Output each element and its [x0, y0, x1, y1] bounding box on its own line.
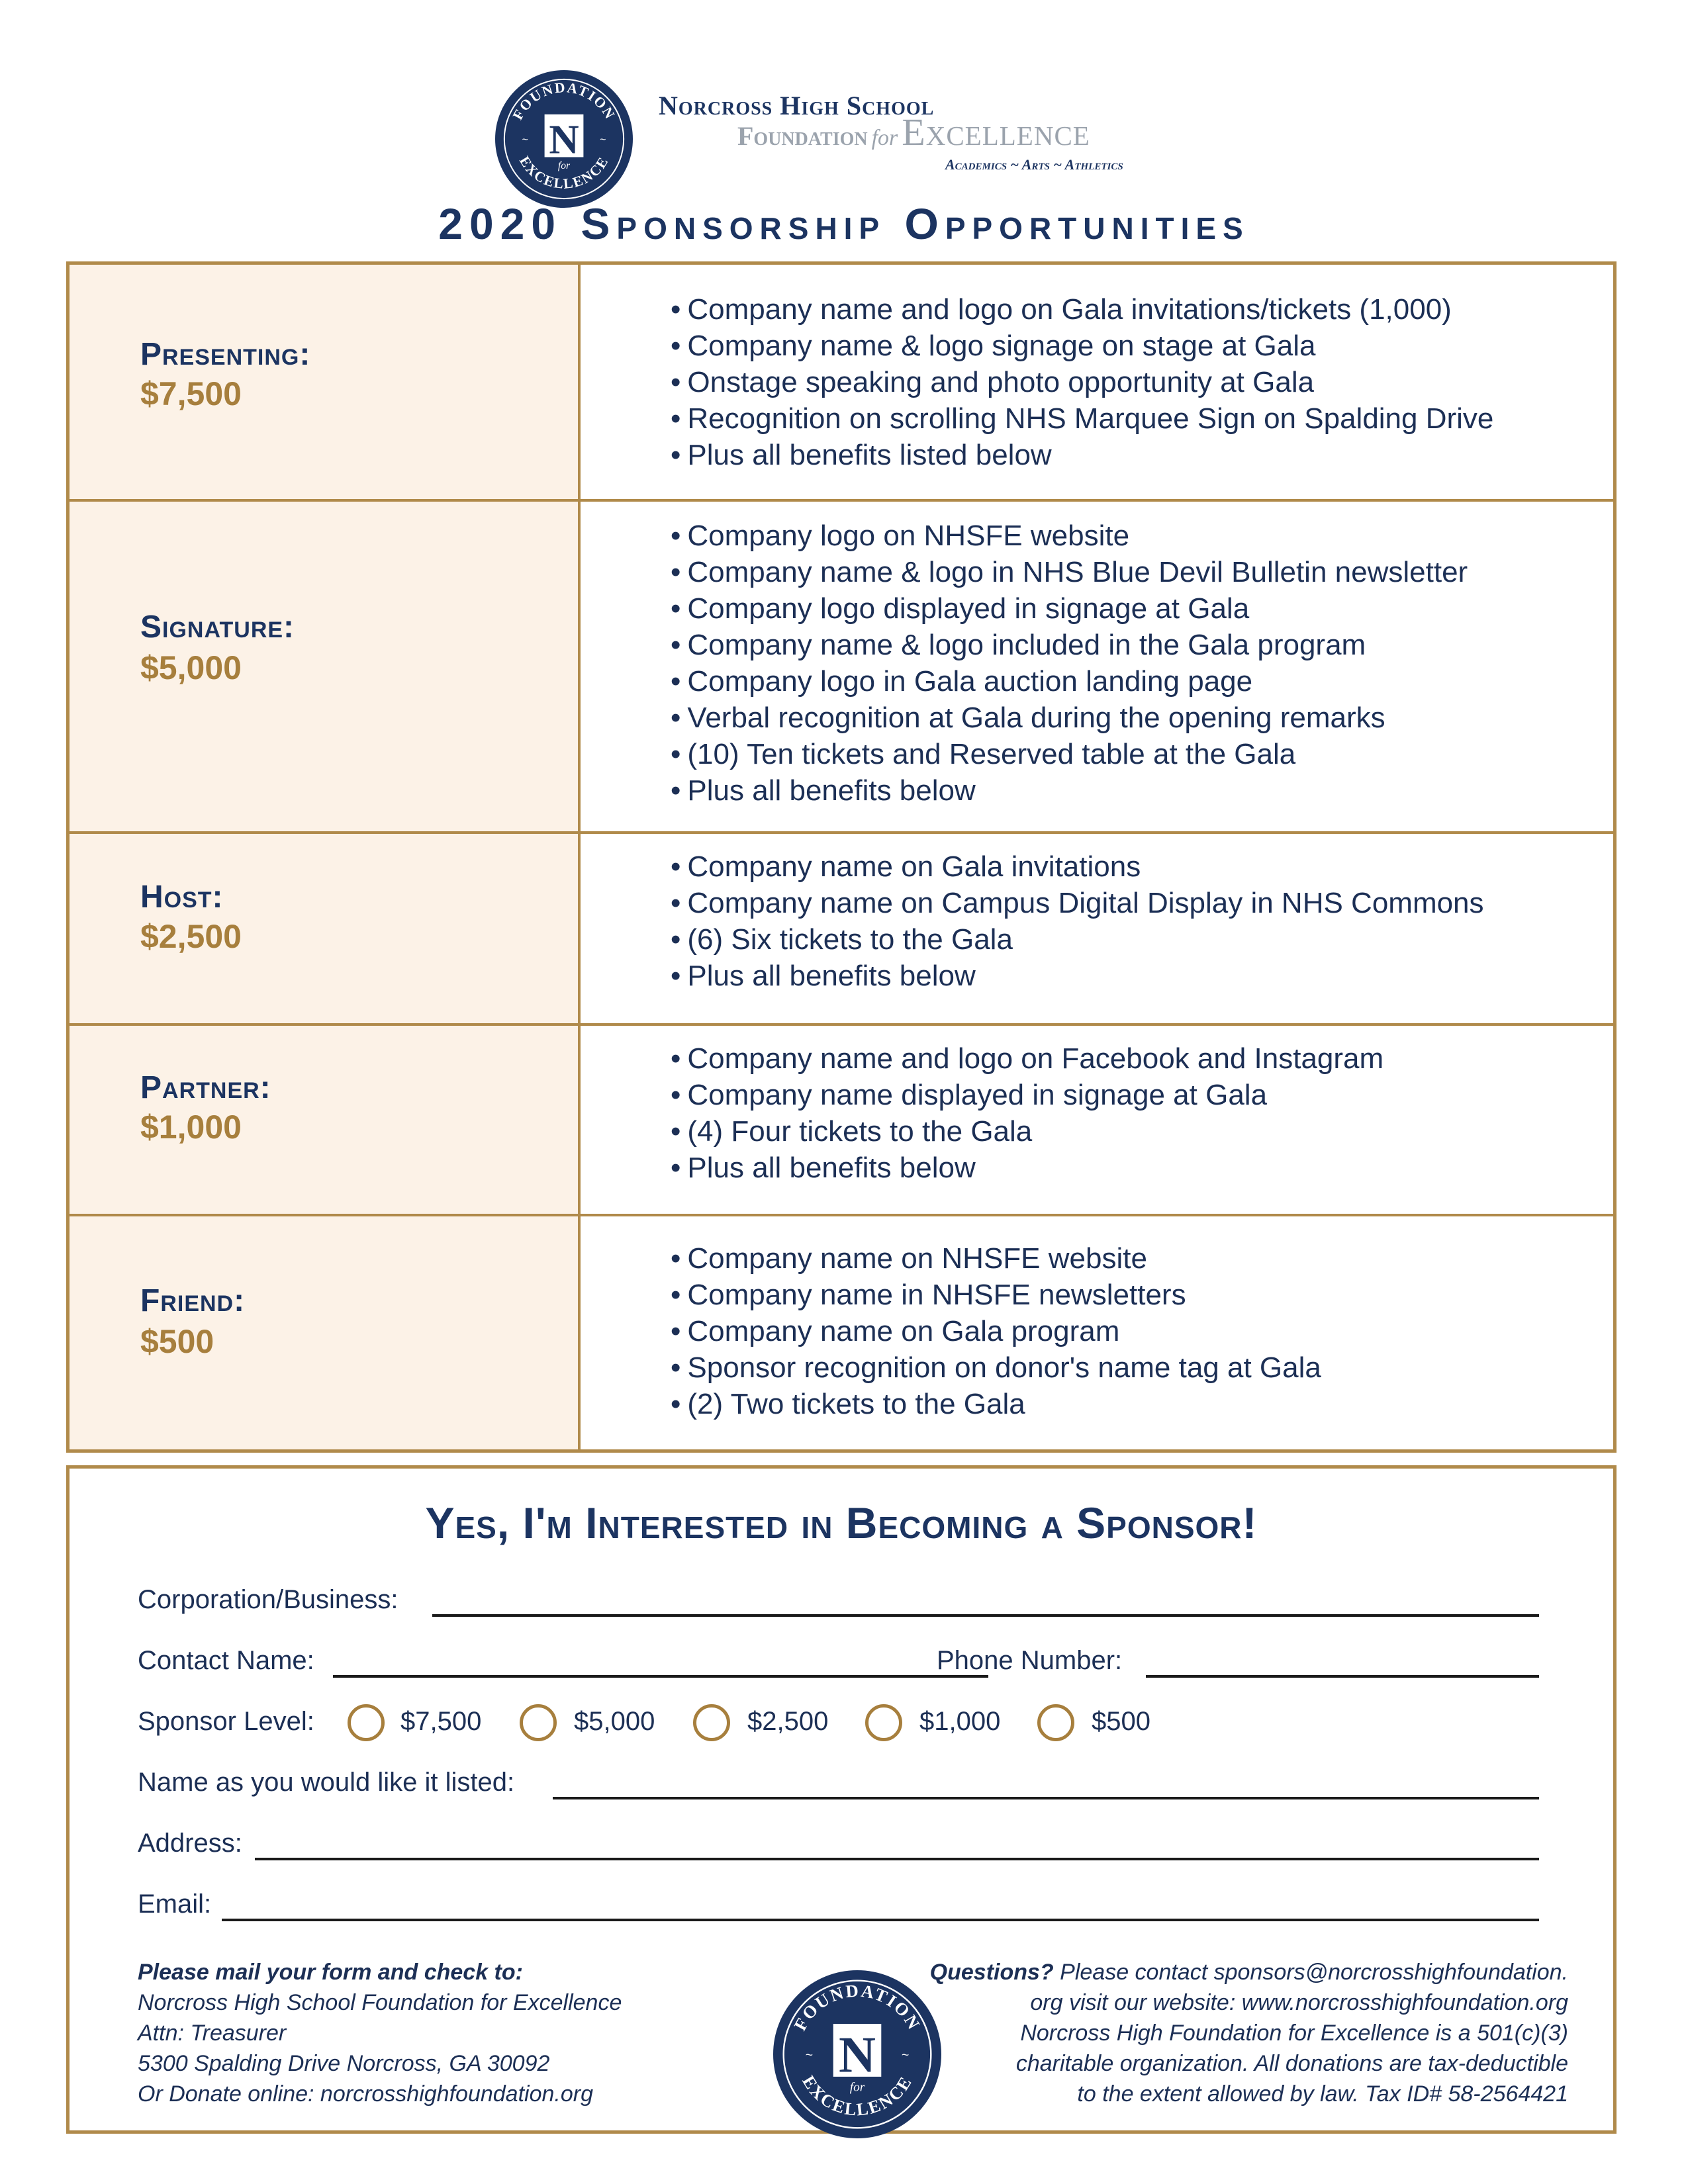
sponsor-level-label: Sponsor Level:	[138, 1707, 314, 1736]
svg-text:EXCELLENCE: EXCELLENCE	[516, 154, 612, 192]
svg-text:~: ~	[805, 2048, 814, 2063]
benefit-item: • Recognition on scrolling NHS Marquee Sign on Spalding Drive	[671, 400, 1493, 437]
tier-name: Partner:	[140, 1070, 271, 1105]
svg-text:N: N	[549, 116, 579, 163]
tier-benefits-list	[671, 1240, 1321, 1422]
tier-price: $2,500	[140, 918, 242, 955]
tier-price: $7,500	[140, 375, 242, 412]
phone-number-label: Phone Number:	[937, 1646, 1123, 1675]
corporation-label: Corporation/Business:	[138, 1585, 399, 1614]
brand-for-word: for	[871, 126, 898, 150]
benefit-item: • Company name and logo on Gala invitations/tickets (1,000)	[671, 291, 1493, 328]
email-label: Email:	[138, 1889, 212, 1919]
tier-label-cell	[70, 1026, 581, 1214]
tier-label-cell	[70, 265, 581, 499]
mailing-instructions	[138, 1957, 622, 2109]
phone-number-field[interactable]	[1146, 1675, 1539, 1678]
benefit-item: • (10) Ten tickets and Reserved table at the Gala	[671, 736, 1468, 772]
address-field[interactable]	[255, 1858, 1539, 1860]
questions-line: org visit our website: www.norcrosshighfoundation.org	[1030, 1990, 1568, 2015]
svg-text:EXCELLENCE: EXCELLENCE	[798, 2071, 916, 2120]
mail-line: Or Donate online: norcrosshighfoundation.org	[138, 2081, 593, 2107]
benefit-item: • Sponsor recognition on donor's name tag at Gala	[671, 1349, 1321, 1386]
mail-heading: Please mail your form and check to:	[138, 1960, 523, 1985]
tier-label-cell	[70, 1216, 581, 1449]
tier-benefits-list	[671, 291, 1493, 473]
level-2500-radio[interactable]	[693, 1704, 730, 1741]
mail-line: Norcross High School Foundation for Excellence	[138, 1990, 622, 2015]
tier-benefits-list	[671, 1040, 1383, 1186]
svg-text:for: for	[557, 160, 571, 172]
tier-name: Host:	[140, 880, 224, 915]
svg-text:~: ~	[600, 134, 606, 146]
listing-name-field[interactable]	[553, 1797, 1539, 1799]
brand-foundation-word: Foundation	[737, 121, 868, 151]
tier-row-partner	[70, 1023, 1613, 1214]
seal-graphic	[499, 74, 629, 204]
benefit-item: • Company logo displayed in signage at Gala	[671, 590, 1468, 627]
benefit-item: • Company name displayed in signage at Gala	[671, 1077, 1383, 1113]
level-1000-radio[interactable]	[865, 1704, 902, 1741]
brand-excellence-word: Excellence	[902, 111, 1090, 154]
level-7500-label: $7,500	[400, 1707, 482, 1736]
tier-benefits-list	[671, 848, 1484, 994]
benefit-item: • Plus all benefits below	[671, 1150, 1383, 1186]
address-label: Address:	[138, 1829, 242, 1858]
mail-line: 5300 Spalding Drive Norcross, GA 30092	[138, 2051, 550, 2076]
level-500-radio[interactable]	[1037, 1704, 1074, 1741]
benefit-item: • Verbal recognition at Gala during the opening remarks	[671, 700, 1468, 736]
benefit-item: • Company name on Campus Digital Display in NHS Commons	[671, 885, 1484, 921]
benefit-item: • (4) Four tickets to the Gala	[671, 1113, 1383, 1150]
benefit-item: • Onstage speaking and photo opportunity at Gala	[671, 364, 1493, 400]
email-field[interactable]	[222, 1919, 1539, 1921]
brand-tagline: Academics ~ Arts ~ Athletics	[945, 156, 1123, 173]
brand-foundation-line	[737, 110, 1090, 154]
sponsor-interest-form	[66, 1465, 1617, 2134]
tier-name: Presenting:	[140, 337, 311, 372]
svg-text:~: ~	[901, 2048, 910, 2063]
svg-text:~: ~	[522, 134, 528, 146]
tier-label-cell	[70, 834, 581, 1023]
level-7500-radio[interactable]	[348, 1704, 385, 1741]
questions-contact-info	[930, 1957, 1568, 2109]
benefit-item: • Company name in NHSFE newsletters	[671, 1277, 1321, 1313]
form-title: Yes, I'm Interested in Becoming a Sponsor!	[425, 1498, 1258, 1547]
svg-text:FOUNDATION: FOUNDATION	[790, 1980, 925, 2034]
benefit-item: • Company name on Gala program	[671, 1313, 1321, 1349]
mail-line: Attn: Treasurer	[138, 2021, 287, 2046]
sponsorship-tiers-table	[66, 261, 1617, 1453]
page-title: 2020 Sponsorship Opportunities	[438, 199, 1250, 248]
foundation-seal-logo	[495, 70, 633, 208]
tier-label-cell	[70, 502, 581, 831]
level-5000-radio[interactable]	[520, 1704, 557, 1741]
questions-line: Norcross High Foundation for Excellence is a 501(c)(3)	[1020, 2021, 1568, 2046]
svg-text:N: N	[839, 2026, 876, 2083]
benefit-item: • Company logo in Gala auction landing page	[671, 663, 1468, 700]
benefit-item: • Plus all benefits below	[671, 958, 1484, 994]
tier-price: $1,000	[140, 1109, 242, 1146]
footer-seal-logo	[773, 1970, 941, 2138]
contact-name-field[interactable]	[333, 1675, 988, 1678]
listing-name-label: Name as you would like it listed:	[138, 1768, 515, 1797]
level-5000-label: $5,000	[574, 1707, 655, 1736]
benefit-item: • Company name & logo signage on stage at Gala	[671, 328, 1493, 364]
corporation-field[interactable]	[432, 1614, 1539, 1617]
benefit-item: • Company name on Gala invitations	[671, 848, 1484, 885]
level-2500-label: $2,500	[747, 1707, 829, 1736]
svg-text:FOUNDATION: FOUNDATION	[509, 79, 619, 122]
tier-row-presenting	[70, 265, 1613, 499]
svg-text:for: for	[849, 2080, 865, 2095]
tier-price: $500	[140, 1323, 214, 1360]
tier-benefits-list	[671, 518, 1468, 809]
questions-line: Please contact sponsors@norcrosshighfoundation.	[1060, 1960, 1568, 1985]
benefit-item: • (6) Six tickets to the Gala	[671, 921, 1484, 958]
brand-name-line: Norcross High School	[659, 91, 935, 120]
contact-name-label: Contact Name:	[138, 1646, 314, 1675]
level-1000-label: $1,000	[919, 1707, 1001, 1736]
level-500-label: $500	[1092, 1707, 1150, 1736]
questions-line: charitable organization. All donations are tax-deductible	[1015, 2051, 1568, 2076]
tier-price: $5,000	[140, 649, 242, 686]
questions-line: to the extent allowed by law. Tax ID# 58-2564421	[1077, 2081, 1568, 2107]
tier-name: Friend:	[140, 1283, 246, 1318]
benefit-item: • Company logo on NHSFE website	[671, 518, 1468, 554]
tier-row-host	[70, 831, 1613, 1023]
benefit-item: • Company name and logo on Facebook and Instagram	[671, 1040, 1383, 1077]
seal-graphic	[777, 1974, 937, 2134]
benefit-item: • Company name on NHSFE website	[671, 1240, 1321, 1277]
tier-row-signature	[70, 499, 1613, 831]
benefit-item: • Plus all benefits below	[671, 772, 1468, 809]
questions-heading: Questions?	[929, 1960, 1054, 1985]
benefit-item: • Company name & logo in NHS Blue Devil Bulletin newsletter	[671, 554, 1468, 590]
tier-row-friend	[70, 1214, 1613, 1449]
benefit-item: • Company name & logo included in the Gala program	[671, 627, 1468, 663]
tier-name: Signature:	[140, 610, 295, 645]
benefit-item: • (2) Two tickets to the Gala	[671, 1386, 1321, 1422]
benefit-item: • Plus all benefits listed below	[671, 437, 1493, 473]
